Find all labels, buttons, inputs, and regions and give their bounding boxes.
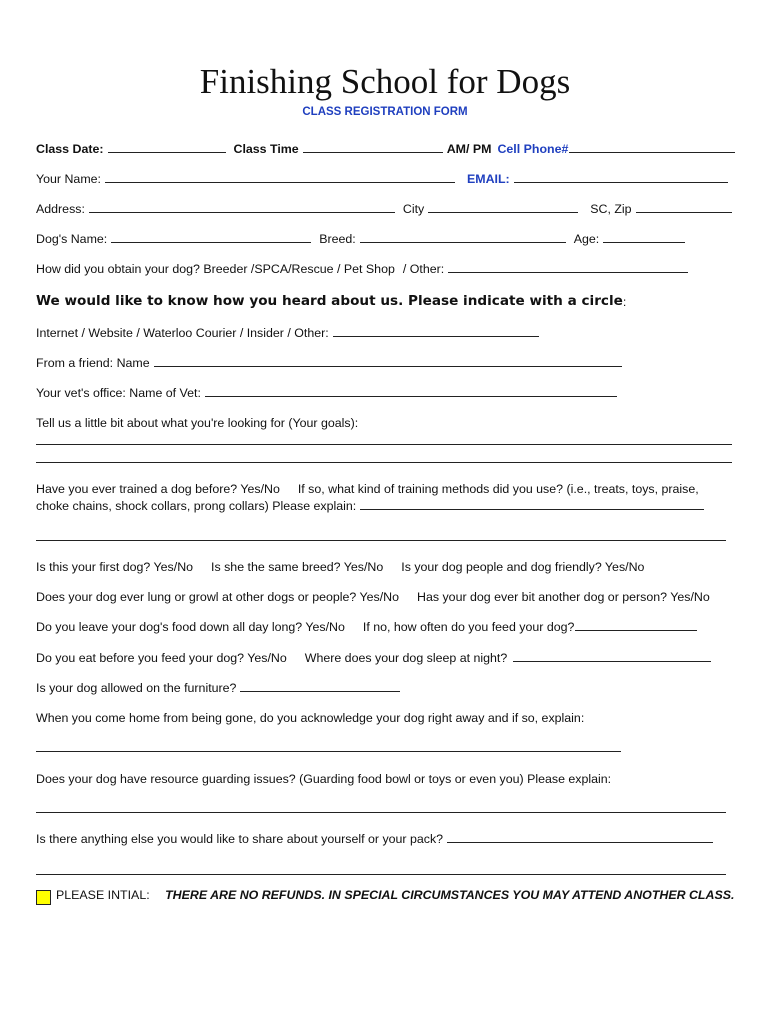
am-pm-label: AM/ PM <box>446 142 492 156</box>
page-title: Finishing School for Dogs <box>199 62 571 101</box>
your-name-field[interactable] <box>105 181 455 183</box>
anything-else-question: Is there anything else you would like to share about yourself or your pack? <box>36 832 444 846</box>
class-date-label: Class Date: <box>36 142 104 156</box>
initial-checkbox[interactable] <box>36 890 51 905</box>
address-label: Address: <box>36 202 85 216</box>
initial-label: PLEASE INTIAL: <box>56 888 150 902</box>
vet-row <box>36 380 736 400</box>
internet-row <box>36 320 736 340</box>
address-row <box>36 196 736 216</box>
heard-heading-row <box>36 289 736 309</box>
sc-zip-label: SC, Zip <box>590 202 632 216</box>
initial-row <box>56 888 734 902</box>
zip-field[interactable] <box>636 211 732 213</box>
come-home-question: When you come home from being gone, do you acknowledge your dog right away and if so, explain: <box>36 711 585 725</box>
class-date-row <box>36 136 736 156</box>
vet-name-field[interactable] <box>205 395 617 397</box>
city-field[interactable] <box>428 211 578 213</box>
internet-other-field[interactable] <box>333 335 539 337</box>
class-time-label: Class Time <box>233 142 299 156</box>
trained-question: Have you ever trained a dog before? Yes/No <box>36 482 280 496</box>
eat-row <box>36 645 736 665</box>
class-date-field[interactable] <box>108 151 226 153</box>
your-name-label: Your Name: <box>36 172 101 186</box>
dogs-name-field[interactable] <box>111 241 311 243</box>
friend-row <box>36 350 736 370</box>
refund-notice: THERE ARE NO REFUNDS. IN SPECIAL CIRCUMSTANCES YOU MAY ATTEND ANOTHER CLASS. <box>165 888 735 902</box>
goals-row <box>36 410 736 430</box>
goals-line-2[interactable] <box>36 462 732 463</box>
how-often-field[interactable] <box>575 629 697 631</box>
other-label: / Other: <box>402 262 445 276</box>
sleep-field[interactable] <box>513 660 711 662</box>
furniture-row <box>36 675 736 695</box>
city-label: City <box>402 202 425 216</box>
same-breed-question: Is she the same breed? Yes/No <box>211 560 384 574</box>
eat-before-question: Do you eat before you feed your dog? Yes/No <box>36 651 287 665</box>
come-home-line[interactable] <box>36 751 621 752</box>
how-often-question: If no, how often do you feed your dog? <box>362 620 575 634</box>
obtain-row <box>36 256 736 276</box>
food-row <box>36 614 736 634</box>
cell-phone-label: Cell Phone# <box>497 142 569 156</box>
dogs-name-label: Dog's Name: <box>36 232 108 246</box>
anything-else-line[interactable] <box>36 874 726 875</box>
goals-line-1[interactable] <box>36 444 732 445</box>
breed-field[interactable] <box>360 241 566 243</box>
age-field[interactable] <box>603 241 685 243</box>
bit-question: Has your dog ever bit another dog or person? Yes/No <box>417 590 710 604</box>
anything-row <box>36 826 736 846</box>
methods-row <box>36 493 736 513</box>
anything-else-field[interactable] <box>447 841 713 843</box>
cell-phone-field[interactable] <box>569 151 735 153</box>
first-dog-question: Is this your first dog? Yes/No <box>36 560 194 574</box>
food-down-question: Do you leave your dog's food down all day long? Yes/No <box>36 620 345 634</box>
email-label: EMAIL: <box>466 172 510 186</box>
sleep-question: Where does your dog sleep at night? <box>304 651 508 665</box>
heard-heading: We would like to know how you heard about us. Please indicate with a circle <box>36 293 623 309</box>
resource-line[interactable] <box>36 812 726 813</box>
breed-label: Breed: <box>319 232 356 246</box>
name-row <box>36 166 736 186</box>
age-label: Age: <box>573 232 600 246</box>
heard-heading-colon: : <box>622 295 627 309</box>
methods-question-continued: choke chains, shock collars, prong collars) Please explain: <box>36 499 357 513</box>
furniture-question: Is your dog allowed on the furniture? <box>36 681 237 695</box>
growl-row <box>36 584 736 604</box>
friendly-question: Is your dog people and dog friendly? Yes/No <box>401 560 645 574</box>
goals-label: Tell us a little bit about what you're looking for (Your goals): <box>36 416 359 430</box>
growl-question: Does your dog ever lung or growl at other dogs or people? Yes/No <box>36 590 399 604</box>
methods-question: If so, what kind of training methods did you use? (i.e., treats, toys, praise, <box>297 482 699 496</box>
class-time-field[interactable] <box>303 151 443 153</box>
furniture-field[interactable] <box>240 690 400 692</box>
resource-row <box>36 766 736 786</box>
email-field[interactable] <box>514 181 728 183</box>
address-field[interactable] <box>89 211 395 213</box>
friend-name-field[interactable] <box>154 365 622 367</box>
resource-question: Does your dog have resource guarding issues? (Guarding food bowl or toys or even you) Please explain: <box>36 772 612 786</box>
methods-field[interactable] <box>360 508 704 510</box>
form-subtitle: CLASS REGISTRATION FORM <box>302 106 468 118</box>
vet-label: Your vet's office: Name of Vet: <box>36 386 201 400</box>
obtain-question: How did you obtain your dog? Breeder /SPCA/Rescue / Pet Shop <box>36 262 395 276</box>
methods-line-2[interactable] <box>36 540 726 541</box>
internet-options[interactable]: Internet / Website / Waterloo Courier / Insider / Other: <box>36 326 329 340</box>
dog-name-row <box>36 226 736 246</box>
obtain-other-field[interactable] <box>448 271 688 273</box>
friend-label: From a friend: Name <box>36 356 150 370</box>
first-dog-row <box>36 554 736 574</box>
come-home-row <box>36 705 736 725</box>
